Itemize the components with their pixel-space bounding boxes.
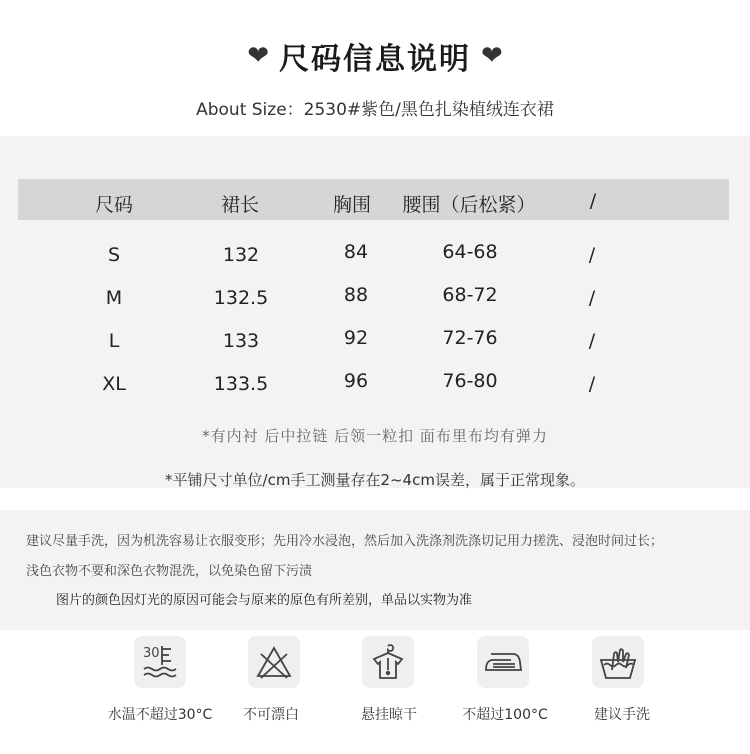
size-cell: S [107, 244, 121, 266]
care-text-line2: 浅色衣物不要和深色衣物混洗，以免染色留下污渍 [26, 564, 313, 579]
blank-cell: / [588, 244, 596, 266]
wash-temp-badge: 30 [143, 646, 160, 661]
length-cell: 132.5 [213, 287, 269, 309]
hand-wash-icon [592, 636, 644, 688]
bust-cell: 96 [343, 370, 369, 392]
iron-icon [477, 636, 529, 688]
color-disclaimer: 图片的颜色因灯光的原因可能会与原来的原色有所差别，单品以实物为准 [56, 593, 473, 608]
length-cell: 133.5 [213, 373, 269, 395]
header-bust: 胸围 [332, 194, 372, 216]
blank-cell: / [588, 287, 596, 309]
wash-30-label: 水温不超过30°C [107, 707, 213, 723]
waist-cell: 64-68 [442, 241, 498, 263]
header-length: 裙长 [220, 194, 260, 216]
heart-right-icon: ❤ [481, 41, 503, 71]
header-waist: 腰围（后松紧） [402, 194, 536, 216]
product-subtitle: About Size：2530#紫色/黑色扎染植绒连衣裙 [196, 100, 554, 120]
blank-cell: / [588, 330, 596, 352]
iron-label: 不超过100°C [462, 707, 548, 723]
length-cell: 132 [222, 244, 260, 266]
size-cell: L [108, 330, 120, 352]
no-bleach-label: 不可漂白 [243, 707, 299, 723]
header-blank: / [589, 190, 597, 212]
length-cell: 133 [222, 330, 260, 352]
bust-cell: 88 [343, 284, 369, 306]
heart-left-icon: ❤ [247, 41, 269, 71]
care-panel [0, 510, 750, 630]
title-row [0, 34, 750, 78]
waist-cell: 72-76 [442, 327, 498, 349]
bust-cell: 84 [343, 241, 369, 263]
care-icons-row [0, 636, 750, 754]
blank-cell: / [588, 373, 596, 395]
measurement-note: *平铺尺寸单位/cm手工测量存在2~4cm误差，属于正常现象。 [165, 471, 585, 489]
hand-wash-label: 建议手洗 [594, 707, 650, 723]
size-table-header [18, 179, 729, 220]
no-bleach-icon [248, 636, 300, 688]
size-cell: M [105, 287, 123, 309]
size-cell: XL [102, 373, 126, 395]
hang-dry-icon [362, 636, 414, 688]
page-title: 尺码信息说明 [279, 42, 471, 77]
feature-note: *有内衬 后中拉链 后领一粒扣 面布里布均有弹力 [202, 427, 548, 445]
wash-30-icon [134, 636, 186, 688]
hang-dry-label: 悬挂晾干 [361, 707, 417, 723]
bust-cell: 92 [343, 327, 369, 349]
waist-cell: 68-72 [442, 284, 498, 306]
waist-cell: 76-80 [442, 370, 498, 392]
header-section [0, 0, 750, 136]
size-panel [0, 136, 750, 488]
care-text-line1: 建议尽量手洗，因为机洗容易让衣服变形；先用冷水浸泡，然后加入洗涤剂洗涤切记用力搓洗、浸泡时间过长； [26, 534, 664, 549]
header-size: 尺码 [94, 194, 134, 216]
